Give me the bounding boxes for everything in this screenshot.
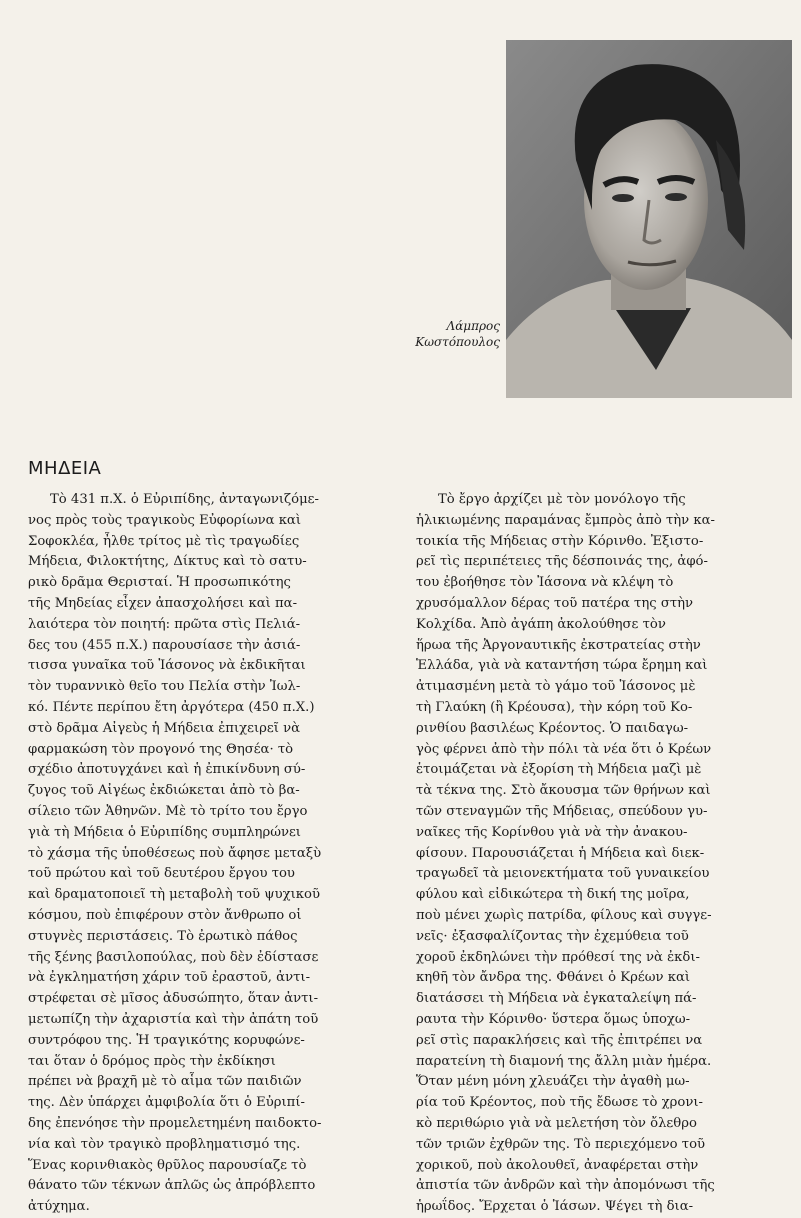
text-line: Ὅταν μένη μόνη χλευάζει τὴν ἀγαθὴ μω- (416, 1074, 690, 1090)
text-line: ρεῖ στὶς παρακλήσεις καὶ τῆς ἐπιτρέπει να (416, 1032, 703, 1048)
text-line: μετωπίζη τὴν ἀχαριστία καὶ τὴν ἀπάτη τοῦ (28, 1011, 319, 1027)
text-line: κόσμου, ποὺ ἐπιφέρουν στὸν ἄνθρωπο οἱ (28, 907, 302, 923)
text-line: τραγωδεῖ τὰ μειονεκτήματα τοῦ γυναικείου (416, 866, 710, 882)
text-line: νὰ ἐγκληματήση χάριν τοῦ ἐραστοῦ, ἀντι- (28, 970, 311, 986)
text-line: νος πρὸς τοὺς τραγικοὺς Εὐφορίωνα καὶ (28, 512, 302, 528)
text-line: Ἕνας κορινθιακὸς θρῦλος παρουσίαζε τὸ (28, 1157, 307, 1173)
caption-first-name: Λάμπρος (446, 319, 500, 333)
text-line: γὸς φέρνει ἀπὸ τὴν πόλι τὰ νέα ὅτι ὁ Κρέων (416, 741, 712, 757)
text-line: κὸ περιθώριο γιὰ νὰ μελετήση τὸν ὄλεθρο (416, 1115, 697, 1131)
text-line: τῆς Μηδείας εἶχεν ἀπασχολήσει καὶ πα- (28, 595, 298, 611)
text-line: Σοφοκλέα, ἦλθε τρίτος μὲ τὶς τραγωδίες (28, 533, 300, 549)
text-line: φύλου καὶ εἰδικώτερα τὴ δική της μοῖρα, (416, 887, 690, 903)
text-line: κηθῆ τὸν ἄνδρα της. Φθάνει ὁ Κρέων καὶ (416, 970, 691, 986)
text-line: καὶ δραματοποιεῖ τὴ μεταβολὴ τοῦ ψυχικοῦ (28, 887, 320, 903)
text-line: διατάσσει τὴ Μήδεια νὰ ἐγκαταλείψη πά- (416, 991, 697, 1007)
text-line: θάνατο τῶν τέκνων ἁπλῶς ὡς ἀπρόβλεπτο (28, 1178, 316, 1194)
text-line: τῆς ξένης βασιλοπούλας, ποὺ δὲν ἐδίστασε (28, 949, 319, 965)
photo-caption (350, 318, 500, 350)
text-line: κό. Πέντε περίπου ἔτη ἀργότερα (450 π.Χ.) (28, 699, 315, 715)
text-line: χρυσόμαλλον δέρας τοῦ πατέρα της στὴν (416, 595, 694, 611)
text-line: τοικία τῆς Μήδειας στὴν Κόρινθο. Ἐξιστο- (416, 533, 704, 549)
text-line: ἀτύχημα. (28, 1199, 90, 1215)
text-line: ποὺ μένει χωρὶς πατρίδα, φίλους καὶ συγγε- (416, 907, 712, 923)
text-line: τῶν τριῶν ἐχθρῶν της. Τὸ περιεχόμενο τοῦ (416, 1136, 706, 1152)
text-line: της. Δὲν ὑπάρχει ἀμφιβολία ὅτι ὁ Εὐριπί- (28, 1095, 305, 1111)
text-line: φαρμακώση τὸν προγονό της Θησέα· τὸ (28, 741, 294, 757)
text-line: του ἐβοήθησε τὸν Ἰάσονα νὰ κλέψη τὸ (416, 575, 674, 591)
text-line: ἀπιστία τῶν ἀνδρῶν καὶ τὴν ἀπομόνωσι τῆς (416, 1178, 715, 1194)
text-line: ἡλικιωμένης παραμάνας ἔμπρὸς ἀπὸ τὴν κα- (416, 512, 715, 528)
text-line: ρία τοῦ Κρέοντος, ποὺ τῆς ἔδωσε τὸ χρονι- (416, 1095, 704, 1111)
text-line: νεῖς· ἐξασφαλίζοντας τὴν ἐχεμύθεια τοῦ (416, 928, 689, 944)
text-line: φίσουν. Παρουσιάζεται ἡ Μήδεια καὶ διεκ- (416, 845, 705, 861)
text-line: συντρόφου της. Ἡ τραγικότης κορυφώνε- (28, 1032, 305, 1048)
text-line: τὸν τυραννικὸ θεῖο του Πελία στὴν Ἰωλ- (28, 679, 301, 695)
text-line: Ἑλλάδα, γιὰ νὰ καταντήση τώρα ἔρημη καὶ (416, 658, 708, 674)
text-line: ρινθίου βασιλέως Κρέοντος. Ὁ παιδαγω- (416, 720, 689, 736)
text-line: τὴ Γλαύκη (ἢ Κρέουσα), τὴν κόρη τοῦ Κο- (416, 699, 693, 715)
text-line: δης ἐπενόησε τὴν προμελετημένη παιδοκτο- (28, 1115, 322, 1131)
text-line: ται ὅταν ὁ δρόμος πρὸς τὴν ἐκδίκησι (28, 1053, 276, 1069)
text-line: δες του (455 π.Χ.) παρουσίασε τὴν ἀσιά- (28, 637, 301, 653)
right-text-column (416, 490, 779, 1218)
text-line: γιὰ τὴ Μήδεια ὁ Εὐριπίδης συμπληρώνει (28, 824, 301, 840)
text-line: ναῖκες τῆς Κορίνθου γιὰ νὰ τὴν ἀνακου- (416, 824, 688, 840)
text-line: νία καὶ τὸν τραγικὸ προβληματισμό της. (28, 1136, 301, 1152)
text-line: πρέπει νὰ βραχῆ μὲ τὸ αἷμα τῶν παιδιῶν (28, 1074, 302, 1090)
text-line: στρέφεται σὲ μῖσος ἀδυσώπητο, ὅταν ἀντι- (28, 991, 319, 1007)
text-line: στὸ δρᾶμα Αἰγεὺς ἡ Μήδεια ἐπιχειρεῖ νὰ (28, 720, 301, 736)
text-line: ρεῖ τὶς περιπέτειες τῆς δέσποινάς της, ἀφό- (416, 554, 708, 570)
text-line: ἀτιμασμένη μετὰ τὸ γάμο τοῦ Ἰάσονος μὲ (416, 679, 696, 695)
text-line: τὰ τέκνα της. Στὸ ἄκουσμα τῶν θρήνων καὶ (416, 783, 711, 799)
text-line: ρικὸ δρᾶμα Θερισταί. Ἡ προσωπικότης (28, 575, 291, 591)
text-line: σχέδιο ἀποτυγχάνει καὶ ἡ ἐπικίνδυνη σύ- (28, 762, 306, 778)
section-title: ΜΗΔΕΙΑ (28, 458, 102, 479)
text-line: ἑτοιμάζεται νὰ ἐξορίση τὴ Μήδεια μαζὶ μὲ (416, 762, 702, 778)
caption-last-name: Κωστόπουλος (415, 335, 500, 349)
text-line: παρατείνη τὴ διαμονή της ἄλλη μιὰν ἡμέρα. (416, 1053, 712, 1069)
text-line: στυγνὲς περιστάσεις. Τὸ ἐρωτικὸ πάθος (28, 928, 298, 944)
left-text-column (28, 490, 391, 1218)
text-line: σίλειο τῶν Ἀθηνῶν. Μὲ τὸ τρίτο του ἔργο (28, 803, 308, 819)
text-line: χοροῦ ἐκδηλώνει τὴν πρόθεσί της νὰ ἐκδι- (416, 949, 700, 965)
portrait-photo (506, 40, 792, 398)
text-line: Κολχίδα. Ἀπὸ ἀγάπη ἀκολούθησε τὸν (416, 616, 666, 632)
text-line: τὸ χάσμα τῆς ὑποθέσεως ποὺ ἄφησε μεταξὺ (28, 845, 322, 861)
text-line: ἡρωΐδος. Ἔρχεται ὁ Ἰάσων. Ψέγει τὴ δια- (416, 1199, 694, 1215)
text-line: λαιότερα τὸν ποιητή: πρῶτα στὶς Πελιά- (28, 616, 301, 632)
text-line: τῶν στεναγμῶν τῆς Μήδειας, σπεύδουν γυ- (416, 803, 708, 819)
text-line: ζυγος τοῦ Αἰγέως ἐκδιώκεται ἀπὸ τὸ βα- (28, 783, 300, 799)
text-line: τισσα γυναῖκα τοῦ Ἰάσονος νὰ ἐκδικῆται (28, 658, 306, 674)
text-line: Μήδεια, Φιλοκτήτης, Δίκτυς καὶ τὸ σατυ- (28, 554, 307, 570)
text-line: ἥρωα τῆς Ἀργοναυτικῆς ἐκστρατείας στὴν (416, 637, 701, 653)
text-line: χορικοῦ, ποὺ ἀκολουθεῖ, ἀναφέρεται στὴν (416, 1157, 699, 1173)
text-line: Τὸ ἔργο ἀρχίζει μὲ τὸν μονόλογο τῆς (438, 492, 686, 507)
text-line: ραυτα τὴν Κόρινθο· ὕστερα ὅμως ὑποχω- (416, 1011, 691, 1027)
text-line: τοῦ πρώτου καὶ τοῦ δευτέρου ἔργου του (28, 866, 295, 882)
text-line: Τὸ 431 π.Χ. ὁ Εὐριπίδης, ἀνταγωνιζόμε- (50, 492, 319, 507)
